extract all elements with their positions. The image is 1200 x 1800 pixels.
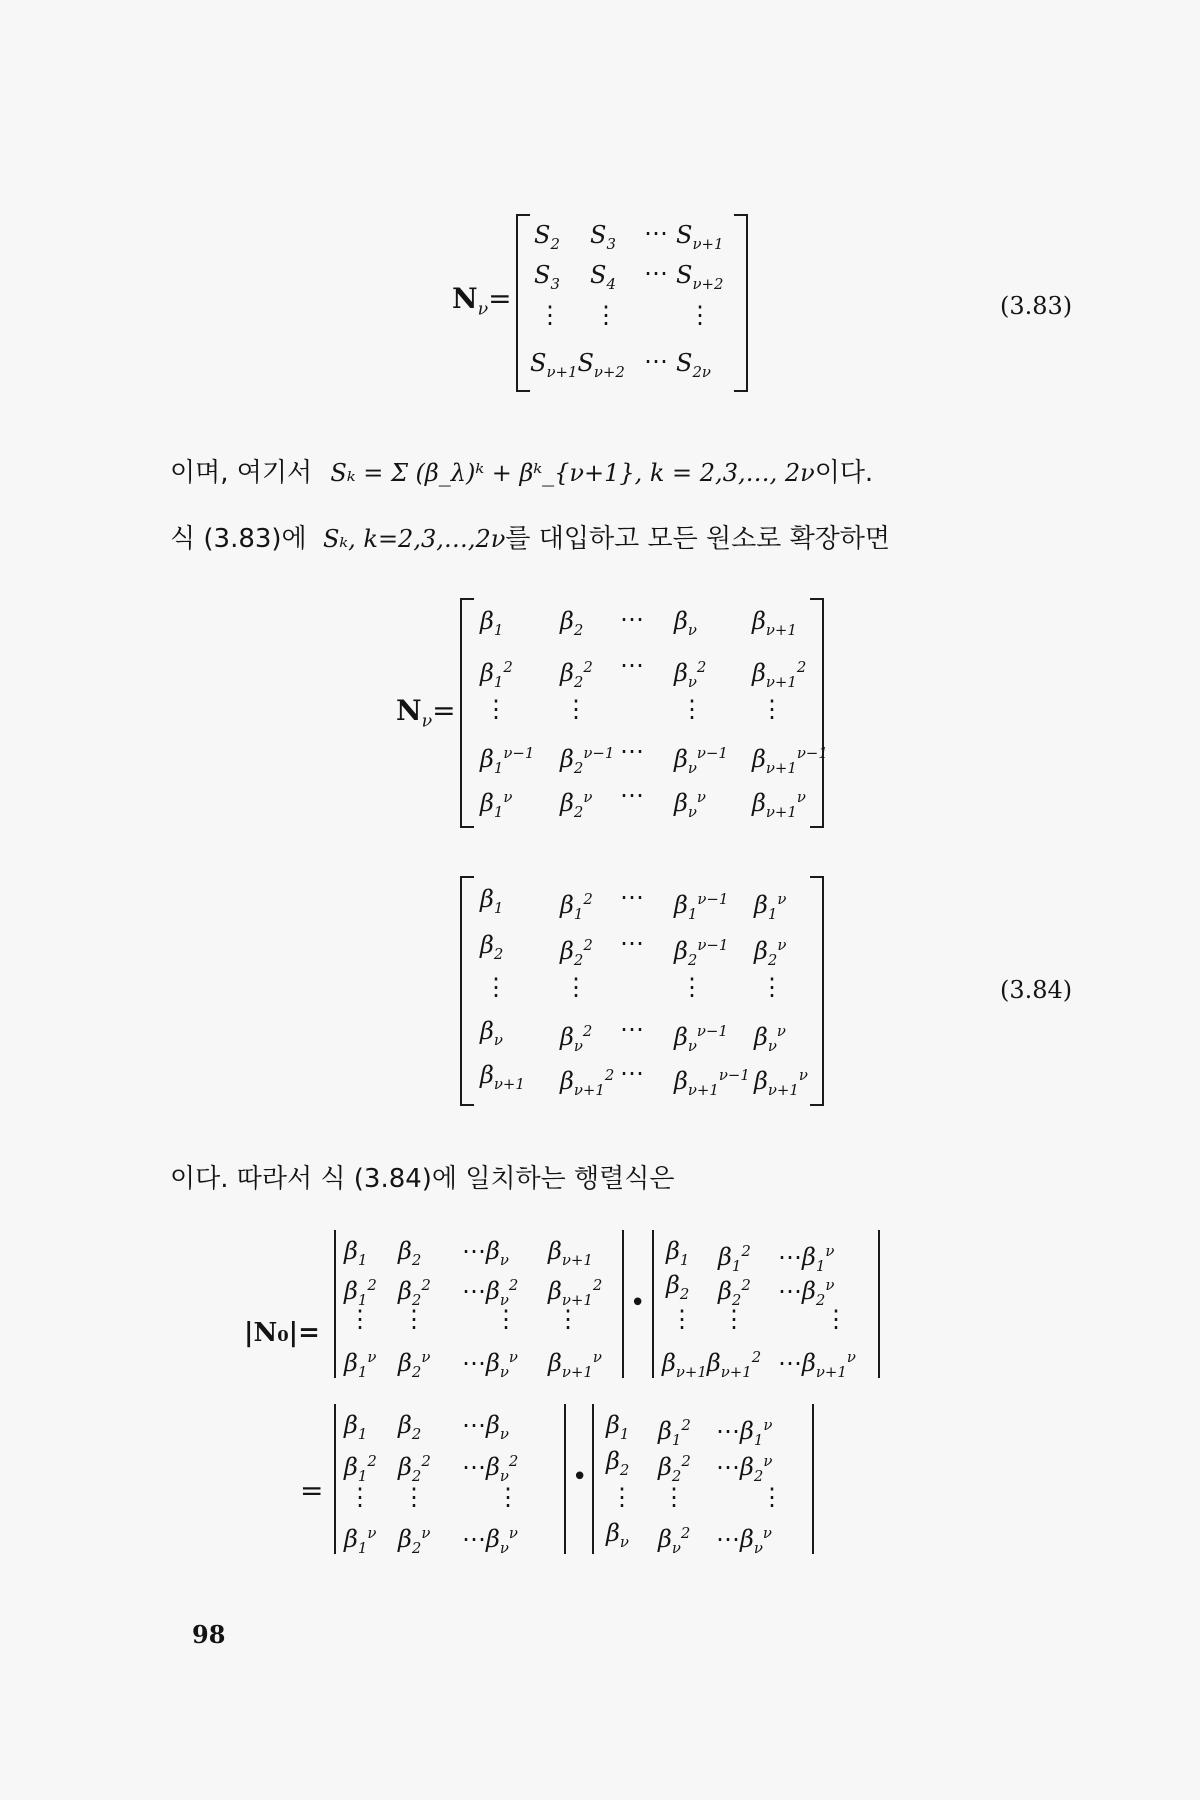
determinant-2: $\beta_1$ $\beta_1^2$ $\cdots\beta_1^\nu$ $\beta_2$ $\beta_2^2$ $\cdots\beta_2^\nu$ ⋮ ⋮ ⋮ $\beta_{\nu+1}\beta_{\nu+1}^2$ $\cdots\beta_{\nu+1}^\nu$ — [652, 1230, 880, 1378]
matrix-cell: ⋯ — [644, 347, 668, 375]
matrix-cell: ⋯ — [644, 259, 668, 287]
equals-sign: = — [300, 1474, 324, 1507]
matrix-cell: ⋮ — [688, 301, 712, 329]
page-number: 98 — [192, 1620, 226, 1649]
det-lhs: |N₀|= — [244, 1318, 320, 1348]
matrix-cell: $S_{\nu+2}$ — [676, 261, 724, 293]
matrix-s — [516, 214, 748, 392]
text-line-1: 이며, 여기서 Sₖ = Σ (β_λ)ᵏ + βᵏ_{ν+1}, k = 2,3,…, 2ν이다. — [170, 458, 874, 488]
matrix-cell: $S_2$ — [534, 221, 560, 253]
eq-3-83-lhs: $N_\nu=$ — [452, 282, 512, 320]
matrix-cell: ⋮ — [594, 301, 618, 329]
matrix-cell: $S_3$ — [534, 261, 560, 293]
text-line-3: 이다. 따라서 식 (3.84)에 일치하는 행렬식은 — [170, 1164, 675, 1194]
matrix-cell: ⋯ — [644, 219, 668, 247]
determinant-4: $\beta_1$ $\beta_1^2$ $\cdots\beta_1^\nu$ $\beta_2$ $\beta_2^2$ $\cdots\beta_2^\nu$ ⋮ ⋮ ⋮ $\beta_\nu$ $\beta_\nu^2$ $\cdots\beta_\nu^\nu$ — [592, 1404, 814, 1554]
matrix-cell: ⋮ — [538, 301, 562, 329]
determinant-1: $\beta_1$ $\beta_2$ $\cdots\beta_\nu$ $\beta_{\nu+1}$ $\beta_1^2$ $\beta_2^2$ $\cdots\beta_\nu^2$ $\beta_{\nu+1}^2$ ⋮ ⋮ ⋮ ⋮ $\beta_1^\nu$ $\beta_2^\nu$ $\cdots\beta_\nu^\nu$ $\beta_{\nu+1}^\nu$ — [334, 1230, 624, 1378]
matrix-beta-2: $\beta_1$ $\beta_1^2$ ⋯ $\beta_1^{\nu-1}$ $\beta_1^\nu$ $\beta_2$ $\beta_2^2$ ⋯ $\beta_2^{\nu-1}$ $\beta_2^\nu$ ⋮ ⋮ ⋮ ⋮ $\beta_\nu$ $\beta_\nu^2$ ⋯ $\beta_\nu^{\nu-1}$ $\beta_\nu^\nu$ $\beta_{\nu+1}$ $\beta_{\nu+1}^2$ ⋯ $\beta_{\nu+1}^{\nu-1}$ $\beta_{\nu+1}^\nu$ — [460, 876, 824, 1106]
dot-operator: • — [630, 1288, 646, 1318]
text-line-2: 식 (3.83)에 Sₖ, k=2,3,…,2ν를 대입하고 모든 원소로 확장하면 — [170, 524, 891, 554]
inline-formula: Sₖ, k=2,3,…,2ν — [322, 525, 506, 553]
matrix-cell: $S_3$ — [590, 221, 616, 253]
matrix-cell: $S_{\nu+1}$ — [676, 221, 724, 253]
dot-operator: • — [572, 1462, 588, 1492]
eq-3-84-lhs: $N_\nu=$ — [396, 694, 456, 732]
equation-number: (3.83) — [1000, 292, 1073, 320]
determinant-3: $\beta_1$ $\beta_2$ $\cdots\beta_\nu$ $\beta_1^2$ $\beta_2^2$ $\cdots\beta_\nu^2$ ⋮ ⋮ ⋮ $\beta_1^\nu$ $\beta_2^\nu$ $\cdots\beta_\nu^\nu$ — [334, 1404, 566, 1554]
inline-formula: Sₖ = Σ (β_λ)ᵏ + βᵏ_{ν+1}, k = 2,3,…, 2ν — [330, 459, 815, 487]
matrix-beta-1: $\beta_1$ $\beta_2$ ⋯ $\beta_\nu$ $\beta_{\nu+1}$ $\beta_1^2$ $\beta_2^2$ ⋯ $\beta_\nu^2$ $\beta_{\nu+1}^2$ ⋮ ⋮ ⋮ ⋮ $\beta_1^{\nu-1}$ $\beta_2^{\nu-1}$ ⋯ $\beta_\nu^{\nu-1}$ $\beta_{\nu+1}^{\nu-1}$ $\beta_1^\nu$ $\beta_2^\nu$ ⋯ $\beta_\nu^\nu$ $\beta_{\nu+1}^\nu$ — [460, 598, 824, 828]
equation-number: (3.84) — [1000, 976, 1073, 1004]
matrix-cell: $S_{2\nu}$ — [676, 349, 711, 381]
matrix-cell: $S_{\nu+1}S_{\nu+2}$ — [530, 349, 625, 381]
matrix-cell: $S_4$ — [590, 261, 616, 293]
